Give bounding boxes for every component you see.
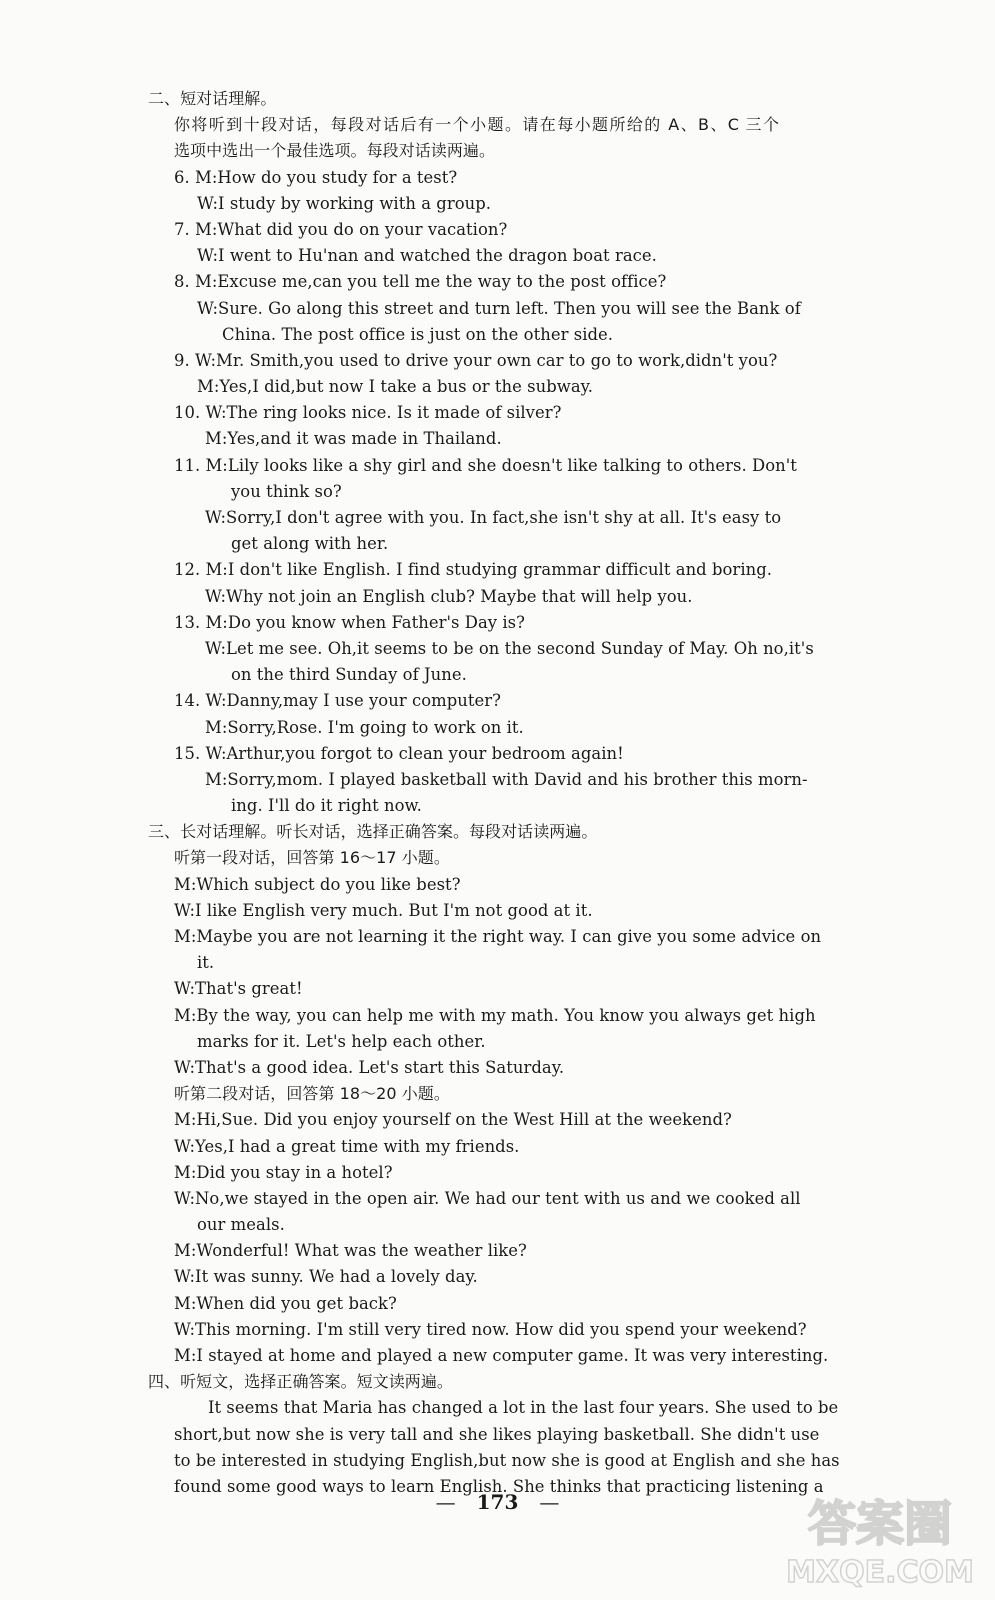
text-line-content: short,but now she is very tall and she likes playing basketball. She didn't use <box>174 1424 820 1444</box>
text-line-content: W:I study by working with a group. <box>197 193 492 213</box>
text-line-content: 三、长对话理解。听长对话，选择正确答案。每段对话读两遍。 <box>148 822 598 842</box>
text-line <box>0 793 995 819</box>
text-line <box>0 1238 995 1264</box>
text-line <box>0 741 995 767</box>
text-line <box>0 479 995 505</box>
text-line <box>0 191 995 217</box>
text-line <box>0 1003 995 1029</box>
watermark-text-bottom: MXQE.COM <box>786 1555 974 1590</box>
text-line-content: to be interested in studying English,but now she is good at English and she has <box>174 1450 840 1470</box>
text-line <box>0 845 995 871</box>
text-line-content: W:Why not join an English club? Maybe that will help you. <box>205 586 693 606</box>
page-number: 173 <box>476 1490 519 1514</box>
text-line <box>0 688 995 714</box>
text-line <box>0 1317 995 1343</box>
text-line-content: 9. W:Mr. Smith,you used to drive your own car to go to work,didn't you? <box>174 350 778 370</box>
text-line-content: 13. M:Do you know when Father's Day is? <box>174 612 525 632</box>
text-line <box>0 950 995 976</box>
text-line <box>0 1369 995 1395</box>
text-line-content: China. The post office is just on the other side. <box>222 324 614 344</box>
footer-dash-left: — <box>435 1490 456 1514</box>
document-body <box>0 86 995 1500</box>
text-line-content: 7. M:What did you do on your vacation? <box>174 219 508 239</box>
text-line <box>0 1055 995 1081</box>
text-line-content: our meals. <box>197 1215 285 1235</box>
text-line-content: M:Did you stay in a hotel? <box>174 1162 393 1182</box>
text-line <box>0 374 995 400</box>
text-line-content: M:Sorry,mom. I played basketball with David and his brother this morn- <box>205 769 808 789</box>
text-line <box>0 165 995 191</box>
text-line <box>0 819 995 845</box>
text-line <box>0 505 995 531</box>
text-line-content: 二、短对话理解。 <box>148 89 277 108</box>
text-line-content: W:It was sunny. We had a lovely day. <box>174 1267 478 1287</box>
text-line <box>0 531 995 557</box>
text-line-content: M:Wonderful! What was the weather like? <box>174 1241 527 1261</box>
text-line <box>0 112 995 138</box>
text-line <box>0 426 995 452</box>
text-line-content: 12. M:I don't like English. I find studying grammar difficult and boring. <box>174 560 773 580</box>
text-line <box>0 610 995 636</box>
text-line-content: W:I like English very much. But I'm not good at it. <box>174 900 593 920</box>
text-line-content: M:When did you get back? <box>174 1293 397 1313</box>
text-line-content: M:Hi,Sue. Did you enjoy yourself on the West Hill at the weekend? <box>174 1110 732 1130</box>
text-line-content: W:Sorry,I don't agree with you. In fact,she isn't shy at all. It's easy to <box>205 508 782 527</box>
watermark-graphic <box>775 1482 985 1592</box>
text-line-content: ing. I'll do it right now. <box>231 796 422 816</box>
text-line <box>0 1395 995 1421</box>
text-line <box>0 584 995 610</box>
text-line-content: 听第一段对话，回答第 16～17 小题。 <box>174 848 450 868</box>
text-line-content: M:Yes,and it was made in Thailand. <box>205 429 502 449</box>
text-line-content: M:Maybe you are not learning it the right way. I can give you some advice on <box>174 927 822 946</box>
text-line <box>0 1212 995 1238</box>
text-line-content: marks for it. Let's help each other. <box>197 1031 486 1051</box>
text-line-content: W:This morning. I'm still very tired now. How did you spend your weekend? <box>174 1319 807 1339</box>
text-line-content: M:Yes,I did,but now I take a bus or the subway. <box>197 377 594 397</box>
text-line <box>0 1029 995 1055</box>
text-line-content: W:That's great! <box>174 979 303 999</box>
text-line-content: M:Which subject do you like best? <box>174 874 461 894</box>
text-line <box>0 296 995 322</box>
text-line-content: 四、听短文，选择正确答案。短文读两遍。 <box>148 1372 453 1392</box>
text-line <box>0 243 995 269</box>
text-line-content: M:Sorry,Rose. I'm going to work on it. <box>205 717 524 737</box>
text-line <box>0 636 995 662</box>
watermark-text-top: 答案圈 <box>807 1496 953 1552</box>
text-line <box>0 715 995 741</box>
text-line <box>0 1081 995 1107</box>
text-line <box>0 453 995 479</box>
text-line <box>0 1448 995 1474</box>
text-line <box>0 1343 995 1369</box>
text-line-content: It seems that Maria has changed a lot in the last four years. She used to be <box>208 1398 839 1418</box>
text-line-content: W:No,we stayed in the open air. We had our tent with us and we cooked all <box>174 1188 801 1208</box>
watermark-logo <box>775 1482 985 1592</box>
text-line <box>0 1186 995 1212</box>
text-line <box>0 1264 995 1290</box>
text-line <box>0 557 995 583</box>
text-line-content: W:That's a good idea. Let's start this Saturday. <box>174 1057 565 1077</box>
text-line <box>0 662 995 688</box>
text-line-content: M:By the way, you can help me with my math. You know you always get high <box>174 1005 816 1025</box>
text-line <box>0 767 995 793</box>
text-line-content: get along with her. <box>231 534 389 554</box>
text-line <box>0 348 995 374</box>
text-line-content: on the third Sunday of June. <box>231 665 467 685</box>
text-line <box>0 872 995 898</box>
text-line <box>0 1160 995 1186</box>
footer-dash-right: — <box>539 1490 560 1514</box>
text-line-content: it. <box>197 953 215 973</box>
text-line <box>0 1291 995 1317</box>
text-line <box>0 217 995 243</box>
text-line <box>0 400 995 426</box>
text-line <box>0 86 995 112</box>
text-line-content: found some good ways to learn English. She thinks that practicing listening a <box>174 1476 824 1496</box>
text-line <box>0 976 995 1002</box>
text-line-content: 6. M:How do you study for a test? <box>174 167 458 187</box>
text-line-content: 8. M:Excuse me,can you tell me the way to the post office? <box>174 272 667 292</box>
text-line <box>0 1422 995 1448</box>
text-line-content: 你将听到十段对话，每段对话后有一个小题。请在每小题所给的 A、B、C 三个 <box>174 115 779 135</box>
text-line <box>0 269 995 295</box>
text-line <box>0 138 995 164</box>
text-line-content: 11. M:Lily looks like a shy girl and she doesn't like talking to others. Don't <box>174 455 797 475</box>
text-line <box>0 898 995 924</box>
text-line-content: 15. W:Arthur,you forgot to clean your bedroom again! <box>174 743 624 763</box>
text-line <box>0 322 995 348</box>
text-line-content: W:Sure. Go along this street and turn left. Then you will see the Bank of <box>197 298 801 318</box>
text-line <box>0 1134 995 1160</box>
text-line-content: W:I went to Hu'nan and watched the dragon boat race. <box>197 246 657 266</box>
text-line <box>0 1107 995 1133</box>
text-line-content: W:Yes,I had a great time with my friends. <box>174 1136 520 1156</box>
text-line-content: 听第二段对话，回答第 18～20 小题。 <box>174 1084 450 1104</box>
text-line-content: 选项中选出一个最佳选项。每段对话读两遍。 <box>174 141 496 161</box>
text-line-content: M:I stayed at home and played a new computer game. It was very interesting. <box>174 1346 829 1365</box>
text-line-content: 10. W:The ring looks nice. Is it made of silver? <box>174 403 562 423</box>
text-line-content: W:Let me see. Oh,it seems to be on the second Sunday of May. Oh no,it's <box>205 638 814 658</box>
text-line-content: 14. W:Danny,may I use your computer? <box>174 691 501 711</box>
text-line-content: you think so? <box>231 481 342 501</box>
text-line <box>0 924 995 950</box>
